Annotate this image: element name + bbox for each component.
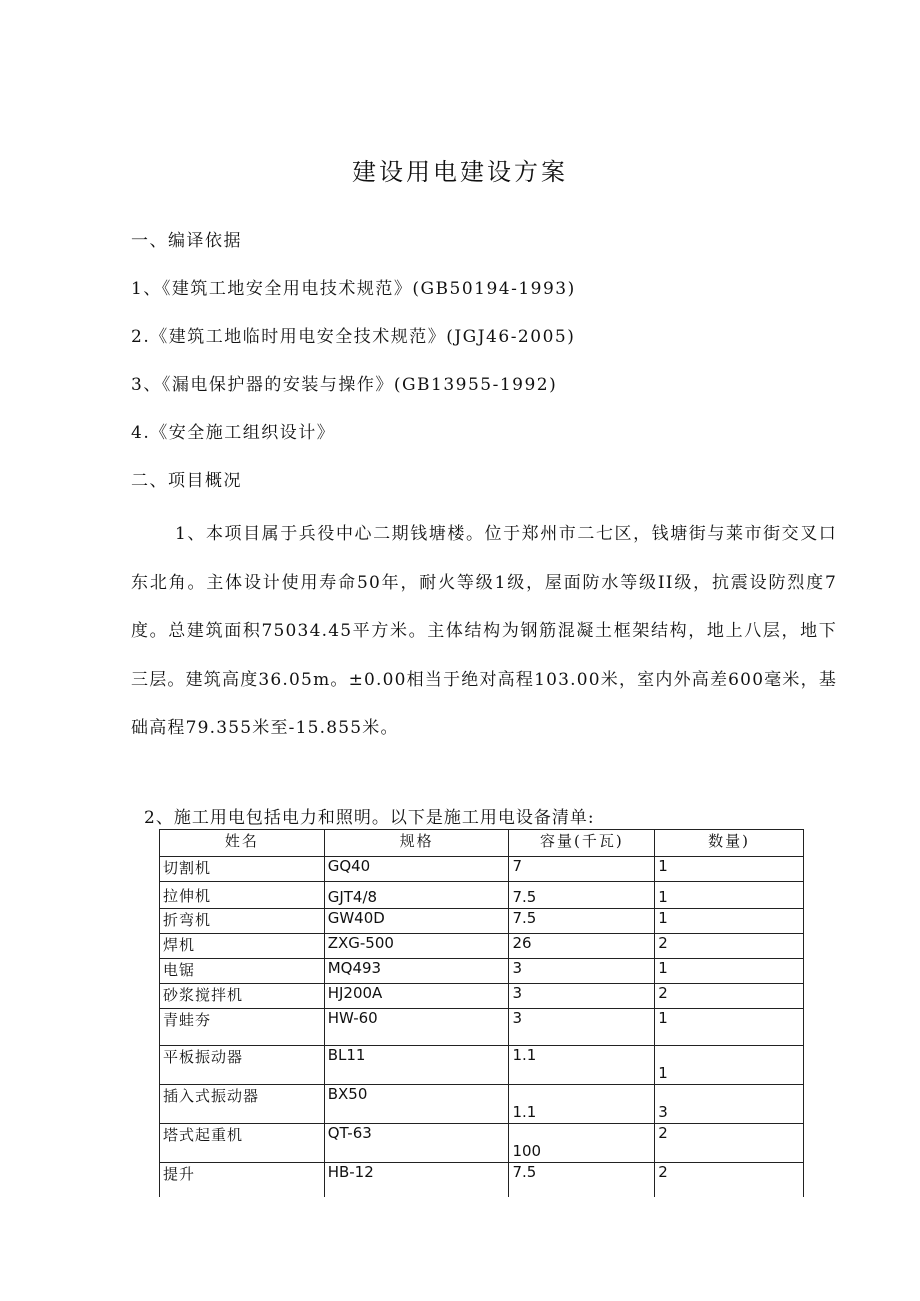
cell-capacity: 7.5 xyxy=(509,882,655,909)
cell-spec: BL11 xyxy=(324,1046,509,1085)
cell-name: 砂浆搅拌机 xyxy=(160,984,325,1009)
cell-name: 平板振动器 xyxy=(160,1046,325,1085)
cell-spec: BX50 xyxy=(324,1085,509,1124)
equipment-table xyxy=(159,829,804,1197)
cell-spec: MQ493 xyxy=(324,959,509,984)
table-row xyxy=(160,1046,804,1085)
cell-name: 塔式起重机 xyxy=(160,1124,325,1163)
cell-capacity: 26 xyxy=(509,934,655,959)
header-spec: 规格 xyxy=(324,830,509,857)
cell-capacity: 100 xyxy=(509,1124,655,1163)
cell-name: 折弯机 xyxy=(160,909,325,934)
cell-spec: GJT4/8 xyxy=(324,882,509,909)
header-capacity: 容量(千瓦) xyxy=(509,830,655,857)
cell-spec: ZXG-500 xyxy=(324,934,509,959)
cell-name: 切割机 xyxy=(160,857,325,882)
cell-name: 焊机 xyxy=(160,934,325,959)
cell-quantity: 2 xyxy=(655,984,804,1009)
cell-capacity: 7.5 xyxy=(509,1163,655,1198)
cell-capacity: 1.1 xyxy=(509,1046,655,1085)
table-row xyxy=(160,857,804,882)
cell-capacity: 7 xyxy=(509,857,655,882)
cell-quantity: 1 xyxy=(655,1046,804,1085)
cell-spec: HJ200A xyxy=(324,984,509,1009)
cell-quantity: 1 xyxy=(655,857,804,882)
cell-name: 电锯 xyxy=(160,959,325,984)
cell-capacity: 3 xyxy=(509,1009,655,1046)
cell-quantity: 1 xyxy=(655,909,804,934)
cell-capacity: 7.5 xyxy=(509,909,655,934)
table-row xyxy=(160,934,804,959)
cell-spec: QT-63 xyxy=(324,1124,509,1163)
table-header-row xyxy=(160,830,804,857)
cell-name: 提升 xyxy=(160,1163,325,1198)
table-row xyxy=(160,909,804,934)
cell-capacity: 3 xyxy=(509,984,655,1009)
document-title: 建设用电建设方案 xyxy=(352,158,568,186)
cell-spec: HW-60 xyxy=(324,1009,509,1046)
table-row xyxy=(160,1124,804,1163)
section-2-heading: 二、项目概况 xyxy=(131,471,242,491)
table-row xyxy=(160,984,804,1009)
reference-item: 3、《漏电保护器的安装与操作》(GB13955-1992) xyxy=(131,375,558,395)
section-1-heading: 一、编译依据 xyxy=(131,231,242,251)
reference-item: 2.《建筑工地临时用电安全技术规范》(JGJ46-2005) xyxy=(131,327,576,347)
cell-name: 插入式振动器 xyxy=(160,1085,325,1124)
cell-quantity: 2 xyxy=(655,1124,804,1163)
header-quantity: 数量) xyxy=(655,830,804,857)
cell-quantity: 2 xyxy=(655,1163,804,1198)
table-row xyxy=(160,1085,804,1124)
equipment-list-intro: 2、施工用电包括电力和照明。以下是施工用电设备清单: xyxy=(144,808,595,828)
reference-item: 1、《建筑工地安全用电技术规范》(GB50194-1993) xyxy=(131,279,576,299)
table-row xyxy=(160,959,804,984)
table-row xyxy=(160,1163,804,1198)
cell-name: 青蛙夯 xyxy=(160,1009,325,1046)
cell-spec: HB-12 xyxy=(324,1163,509,1198)
cell-spec: GW40D xyxy=(324,909,509,934)
cell-capacity: 3 xyxy=(509,959,655,984)
reference-item: 4.《安全施工组织设计》 xyxy=(131,423,336,443)
header-name: 姓名 xyxy=(160,830,325,857)
cell-name: 拉伸机 xyxy=(160,882,325,909)
cell-spec: GQ40 xyxy=(324,857,509,882)
cell-quantity: 3 xyxy=(655,1085,804,1124)
table-row xyxy=(160,1009,804,1046)
cell-quantity: 2 xyxy=(655,934,804,959)
cell-quantity: 1 xyxy=(655,882,804,909)
table-row xyxy=(160,882,804,909)
cell-quantity: 1 xyxy=(655,959,804,984)
project-overview-paragraph: 1、本项目属于兵役中心二期钱塘楼。位于郑州市二七区，钱塘街与莱市街交叉口东北角。主体设计使用寿命50年，耐火等级1级，屋面防水等级II级，抗震设防烈度7度。总建筑面积75034.45平方米。主体结构为钢筋混凝土框架结构，地上八层，地下三层。建筑高度36.05m。±0.00相当于绝对高程103.00米，室内外高差600毫米，基础高程79.355米至-15.855米。 xyxy=(131,524,838,738)
cell-capacity: 1.1 xyxy=(509,1085,655,1124)
cell-quantity: 1 xyxy=(655,1009,804,1046)
